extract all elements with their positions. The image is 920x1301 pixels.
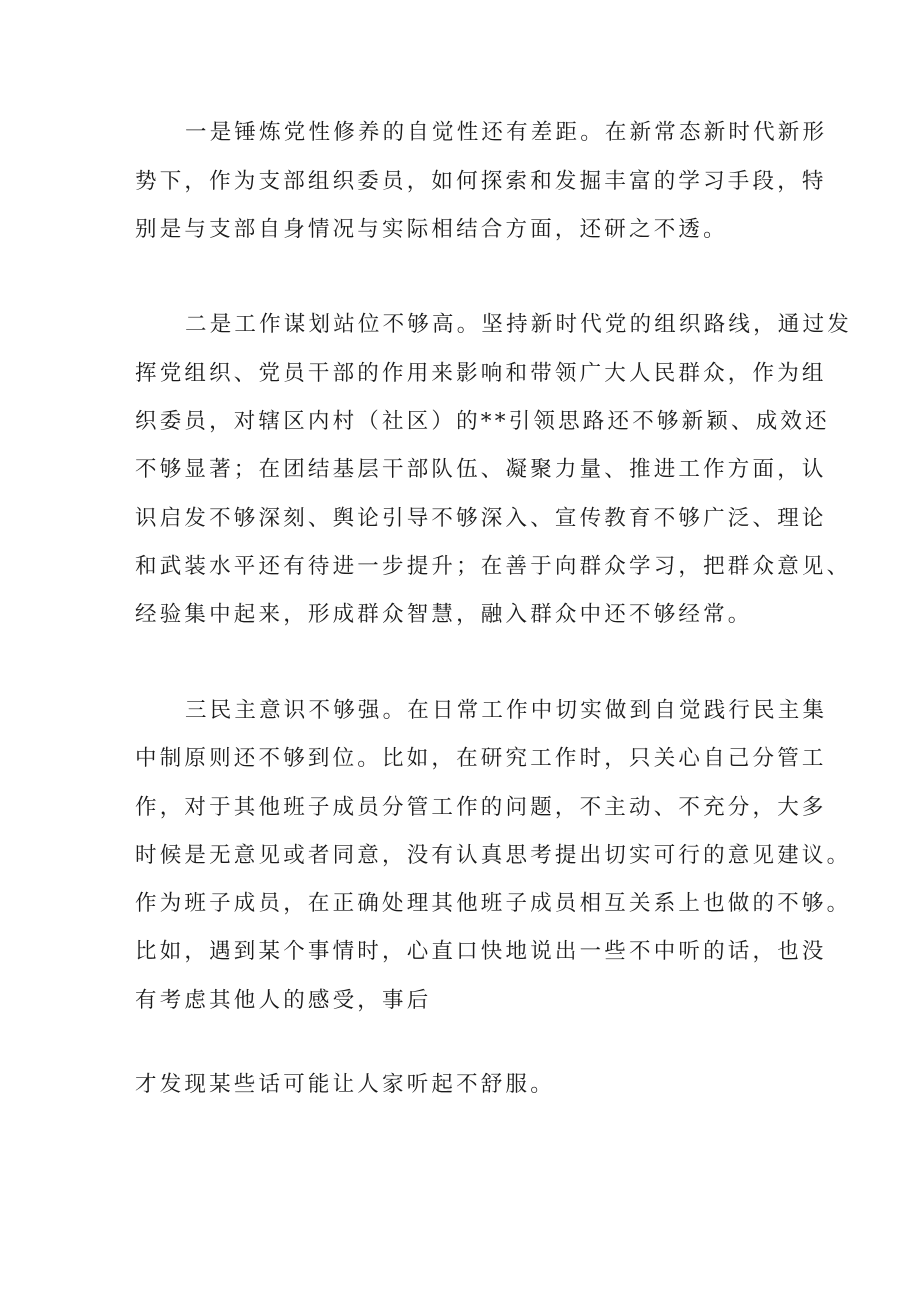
paragraph-3-line-4: 时候是无意见或者同意，没有认真思考提出切实可行的意见建议。 — [135, 843, 852, 868]
paragraph-2-line-3: 织委员，对辖区内村（社区）的**引领思路还不够新颖、成效还 — [135, 409, 830, 434]
paragraph-3-line-3: 作，对于其他班子成员分管工作的问题，不主动、不充分，大多 — [135, 795, 827, 820]
paragraph-2-line-1: 二是工作谋划站位不够高。坚持新时代党的组织路线，通过发 — [185, 312, 852, 337]
paragraph-3-line-2: 中制原则还不够到位。比如，在研究工作时，只关心自己分管工 — [135, 746, 827, 771]
paragraph-3-line-7: 有考虑其他人的感受，事后 — [135, 988, 432, 1013]
paragraph-2-line-2: 挥党组织、党员干部的作用来影响和带领广大人民群众，作为组 — [135, 361, 827, 386]
paragraph-2-line-6: 和武装水平还有待进一步提升；在善于向群众学习，把群众意见、 — [135, 554, 852, 579]
paragraph-1-line-2: 势下，作为支部组织委员，如何探索和发掘丰富的学习手段，特 — [135, 169, 827, 194]
paragraph-1-line-1: 一是锤炼党性修养的自觉性还有差距。在新常态新时代新形 — [185, 120, 828, 145]
paragraph-1-line-3: 别是与支部自身情况与实际相结合方面，还研之不透。 — [135, 217, 728, 242]
paragraph-3-line-6: 比如，遇到某个事情时，心直口快地说出一些不中听的话，也没 — [135, 939, 827, 964]
paragraph-4-line-1: 才发现某些话可能让人家听起不舒服。 — [135, 1072, 555, 1097]
paragraph-2-line-7: 经验集中起来，形成群众智慧，融入群众中还不够经常。 — [135, 602, 753, 627]
paragraph-2-line-5: 识启发不够深刻、舆论引导不够深入、宣传教育不够广泛、理论 — [135, 506, 827, 531]
paragraph-2-line-4: 不够显著；在团结基层干部队伍、凝聚力量、推进工作方面，认 — [135, 457, 827, 482]
paragraph-3-line-1: 三民主意识不够强。在日常工作中切实做到自觉践行民主集 — [185, 698, 828, 723]
paragraph-3-line-5: 作为班子成员，在正确处理其他班子成员相互关系上也做的不够。 — [135, 891, 852, 916]
